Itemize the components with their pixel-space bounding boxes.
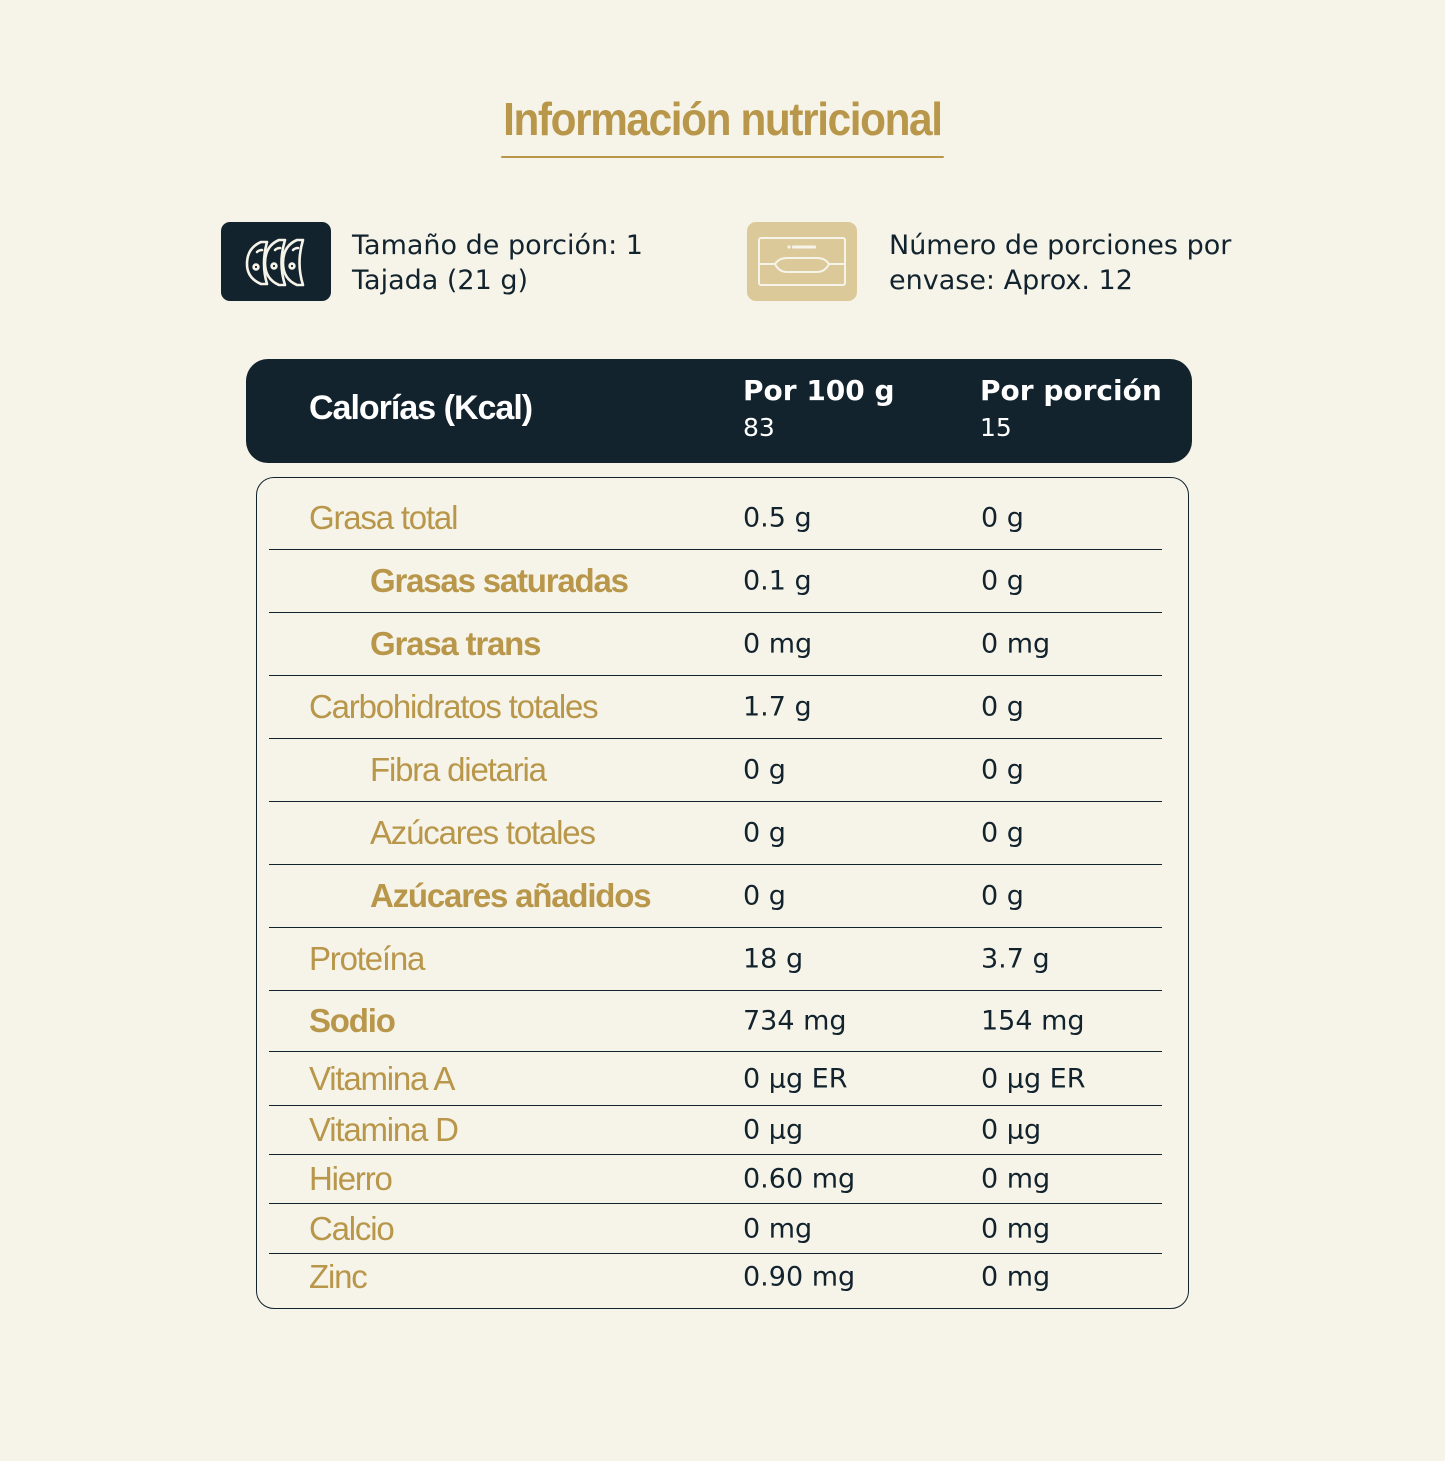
per-portion-title: Por porción <box>980 374 1162 407</box>
per-100g-calories: 83 <box>743 413 775 442</box>
nutrient-label: Carbohidratos totales <box>309 688 598 725</box>
value-per-portion: 0 g <box>981 691 1024 723</box>
serving-size-icon-box <box>221 222 331 301</box>
nutrient-label: Proteína <box>309 940 425 977</box>
value-per-portion: 3.7 g <box>981 943 1050 975</box>
value-per-100g: 0 g <box>743 880 786 912</box>
table-row <box>269 738 1162 801</box>
value-per-100g: 0 mg <box>743 1213 813 1244</box>
value-per-portion: 0 µg ER <box>981 1063 1086 1094</box>
value-per-portion: 154 mg <box>981 1005 1085 1037</box>
servings-icon-box <box>747 222 857 301</box>
table-row <box>269 990 1162 1051</box>
nutrient-label: Azúcares añadidos <box>370 877 651 914</box>
nutrient-label: Hierro <box>309 1160 392 1197</box>
serving-size-line1: Tamaño de porción: 1 <box>352 230 643 261</box>
per-100g-column-header <box>743 371 895 445</box>
value-per-portion: 0 mg <box>981 1163 1051 1195</box>
table-row <box>269 927 1162 990</box>
table-row <box>269 1105 1162 1154</box>
table-row <box>269 675 1162 738</box>
nutrition-table <box>256 477 1189 1309</box>
nutrient-label: Azúcares totales <box>370 814 595 851</box>
nutrient-label: Grasa total <box>309 498 458 536</box>
per-portion-column-header <box>980 371 1162 445</box>
table-row <box>269 1051 1162 1105</box>
table-row <box>269 1203 1162 1253</box>
nutrient-label: Grasas saturadas <box>370 562 628 599</box>
servings-line2: envase: Aprox. 12 <box>889 265 1133 296</box>
value-per-portion: 0 g <box>981 565 1024 597</box>
nutrient-label: Vitamina A <box>309 1059 455 1097</box>
nutrient-label: Fibra dietaria <box>370 751 546 788</box>
calories-label: Calorías (Kcal) <box>309 389 533 427</box>
nutrient-label: Zinc <box>309 1257 367 1295</box>
value-per-portion: 0 mg <box>981 1261 1051 1292</box>
table-row <box>269 1253 1162 1299</box>
page-title-wrap <box>0 92 1445 158</box>
value-per-portion: 0 mg <box>981 628 1051 660</box>
value-per-portion: 0 g <box>981 502 1024 533</box>
table-row <box>269 801 1162 864</box>
value-per-portion: 0 g <box>981 880 1024 912</box>
nutrient-label: Sodio <box>309 1002 395 1039</box>
value-per-100g: 0.5 g <box>743 502 812 533</box>
servings-text <box>889 228 1269 298</box>
value-per-100g: 0.60 mg <box>743 1163 856 1195</box>
serving-size-text <box>352 228 712 298</box>
value-per-100g: 0 g <box>743 754 786 786</box>
table-row <box>269 486 1162 549</box>
per-portion-calories: 15 <box>980 413 1012 442</box>
servings-line1: Número de porciones por <box>889 230 1232 261</box>
table-row <box>269 864 1162 927</box>
table-row <box>269 549 1162 612</box>
nutrient-label: Grasa trans <box>370 625 541 662</box>
value-per-100g: 0 µg <box>743 1114 804 1146</box>
value-per-100g: 1.7 g <box>743 691 812 723</box>
value-per-portion: 0 g <box>981 754 1024 786</box>
value-per-100g: 0 mg <box>743 628 813 660</box>
page-title: Información nutricional <box>501 92 943 158</box>
value-per-100g: 0 g <box>743 817 786 849</box>
serving-size-line2: Tajada (21 g) <box>352 265 529 296</box>
value-per-100g: 0 µg ER <box>743 1063 848 1094</box>
package-icon <box>747 222 857 301</box>
nutrient-label: Calcio <box>309 1209 394 1247</box>
table-row <box>269 612 1162 675</box>
value-per-100g: 734 mg <box>743 1005 847 1037</box>
value-per-portion: 0 mg <box>981 1213 1051 1244</box>
value-per-portion: 0 g <box>981 817 1024 849</box>
calories-header <box>246 359 1192 463</box>
sliced-ham-icon <box>221 222 331 301</box>
per-100g-title: Por 100 g <box>743 374 895 407</box>
table-row <box>269 1154 1162 1203</box>
value-per-portion: 0 µg <box>981 1114 1042 1146</box>
value-per-100g: 18 g <box>743 943 804 975</box>
value-per-100g: 0.90 mg <box>743 1261 856 1292</box>
nutrient-label: Vitamina D <box>309 1111 458 1148</box>
value-per-100g: 0.1 g <box>743 565 812 597</box>
